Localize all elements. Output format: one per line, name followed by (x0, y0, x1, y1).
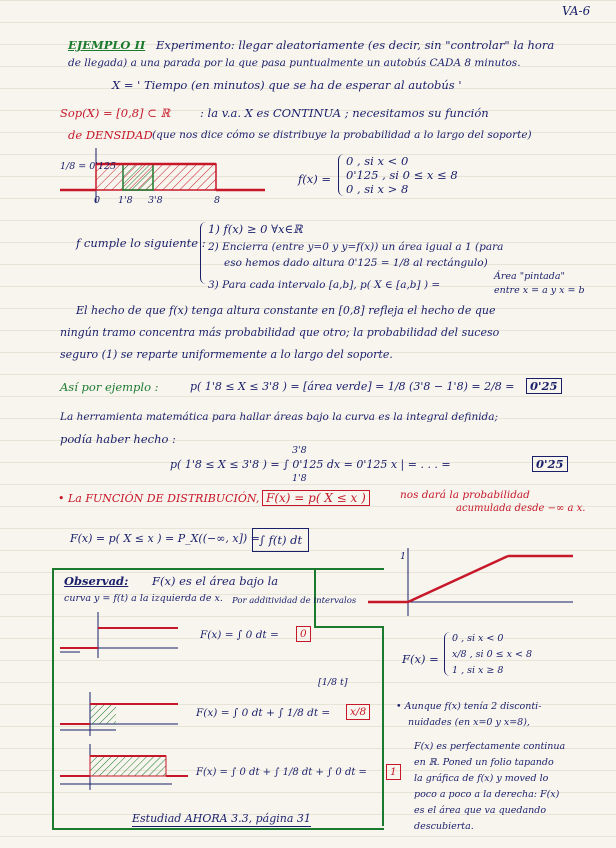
paragraph-1a: El hecho de que f(x) tenga altura constante en [0,8] refleja el hecho de que (76, 304, 496, 317)
distribution-case-1: 0 , si x < 0 (452, 633, 504, 644)
integral-upper-limit: 3'8 (292, 445, 307, 456)
property-3c: entre x = a y x = b (494, 285, 585, 296)
intro-line-1: Experimento: llegar aleatoriamente (es decir, sin "controlar" la hora (156, 38, 555, 52)
note-2d: poco a poco a la derecha: F(x) (414, 789, 560, 800)
property-1: 1) f(x) ≥ 0 ∀x∈ℝ (208, 222, 303, 236)
case-3-result: 1 (386, 764, 401, 780)
case-2-graph (60, 692, 180, 740)
distribution-case-2: x/8 , si 0 ≤ x < 8 (452, 649, 533, 660)
density-case-2: 0'125 , si 0 ≤ x ≤ 8 (346, 168, 458, 182)
distribution-label: • La FUNCIÓN DE DISTRIBUCIÓN, (58, 492, 260, 505)
brace (200, 222, 207, 284)
example-intro: Así por ejemplo : (60, 380, 159, 394)
observation-note: Por additividad de intervalos (232, 596, 357, 606)
observation-text-2: curva y = f(t) a la izquierda de x. (64, 593, 223, 604)
paragraph-1b: ningún tramo concentra más probabilidad que otro; la probabilidad del suceso (60, 326, 500, 339)
paragraph-2a: La herramienta matemática para hallar áreas bajo la curva es la integral definida; (60, 411, 499, 423)
example-formula: p( 1'8 ≤ X ≤ 3'8 ) = [área verde] = 1/8 (3'8 − 1'8) = 2/8 = (190, 380, 515, 393)
F-definition: F(x) = p( X ≤ x ) = P_X((−∞, x]) = (70, 532, 260, 545)
note-1a: • Aunque f(x) tenía 2 disconti- (396, 701, 542, 712)
density-tick-3: 8 (214, 195, 221, 206)
variable-definition: X = ' Tiempo (en minutos) que se ha de esperar al autobús ' (112, 78, 462, 92)
distribution-text-2: acumulada desde −∞ a x. (456, 503, 586, 514)
support-text: : la v.a. X es CONTINUA ; necesitamos su función (200, 106, 489, 120)
property-3a: 3) Para cada intervalo [a,b], p( X ∈ [a,b] ) = (208, 279, 441, 291)
density-graph (60, 148, 270, 218)
note-2b: en ℝ. Poned un folio tapando (414, 757, 554, 768)
case-2-eval: [1/8 t] (318, 677, 348, 688)
note-2c: la gráfica de f(x) y moved lo (414, 773, 549, 784)
density-case-3: 0 , si x > 8 (346, 182, 409, 196)
property-2a: 2) Encierra (entre y=0 y y=f(x)) un área igual a 1 (para (208, 241, 504, 253)
example-label: EJEMPLO II (68, 38, 146, 52)
integral-formula: p( 1'8 ≤ X ≤ 3'8 ) = ∫ 0'125 dx = 0'125 x | = . . . = (170, 458, 451, 471)
density-case-1: 0 , si x < 0 (346, 154, 409, 168)
integral-lower-limit: 1'8 (292, 473, 307, 484)
note-2e: es el área que va quedando (414, 805, 547, 816)
intro-line-2: de llegada) a una parada por la que pasa puntualmente un autobús CADA 8 minutos. (68, 57, 521, 69)
case-2-formula: F(x) = ∫ 0 dt + ∫ 1/8 dt = (196, 707, 331, 719)
note-1b: nuidades (en x=0 y x=8), (408, 717, 530, 728)
distribution-function-name: F(x) = (402, 652, 439, 666)
integral-result: 0'25 (532, 456, 568, 472)
case-3-graph (60, 744, 190, 794)
property-3b: Área "pintada" (494, 271, 565, 282)
case-1-graph (60, 612, 180, 660)
property-2b: eso hemos dado altura 0'125 = 1/8 al rectángulo) (224, 257, 488, 269)
properties-intro: f cumple lo siguiente : (76, 236, 206, 250)
note-2f: descubierta. (414, 821, 474, 832)
distribution-y-label: 1 (400, 551, 407, 562)
density-y-label: 1/8 = 0'125 (60, 161, 117, 172)
distribution-text: nos dará la probabilidad (400, 489, 530, 501)
example-result: 0'25 (526, 378, 562, 394)
note-2a: F(x) es perfectamente continua (414, 741, 566, 752)
density-text: (que nos dice cómo se distribuye la probabilidad a lo largo del soporte) (152, 129, 532, 141)
support-label: Sop(X) = [0,8] ⊂ ℝ (60, 106, 171, 120)
paragraph-2b: podía haber hecho : (60, 432, 176, 446)
density-label: de DENSIDAD (68, 128, 153, 142)
density-tick-0: 0 (94, 195, 101, 206)
observation-text-1: F(x) es el área bajo la (152, 574, 279, 588)
case-1-formula: F(x) = ∫ 0 dt = (200, 629, 279, 641)
brace (444, 632, 451, 676)
distribution-case-3: 1 , si x ≥ 8 (452, 665, 504, 676)
case-2-result: x/8 (346, 704, 370, 720)
density-tick-1: 1'8 (118, 195, 133, 206)
footer-note: Estudiad AHORA 3.3, página 31 (132, 812, 311, 825)
observation-title: Observad: (64, 574, 129, 588)
case-3-formula: F(x) = ∫ 0 dt + ∫ 1/8 dt + ∫ 0 dt = (196, 767, 367, 778)
page-code: VA-6 (562, 4, 591, 18)
distribution-definition: F(x) = p( X ≤ x ) (262, 490, 370, 506)
case-1-result: 0 (296, 626, 311, 642)
F-integral: ∫ f(t) dt (252, 528, 309, 552)
density-tick-2: 3'8 (148, 195, 163, 206)
density-function-name: f(x) = (298, 172, 332, 186)
paragraph-1c: seguro (1) se reparte uniformemente a lo largo del soporte. (60, 348, 393, 361)
